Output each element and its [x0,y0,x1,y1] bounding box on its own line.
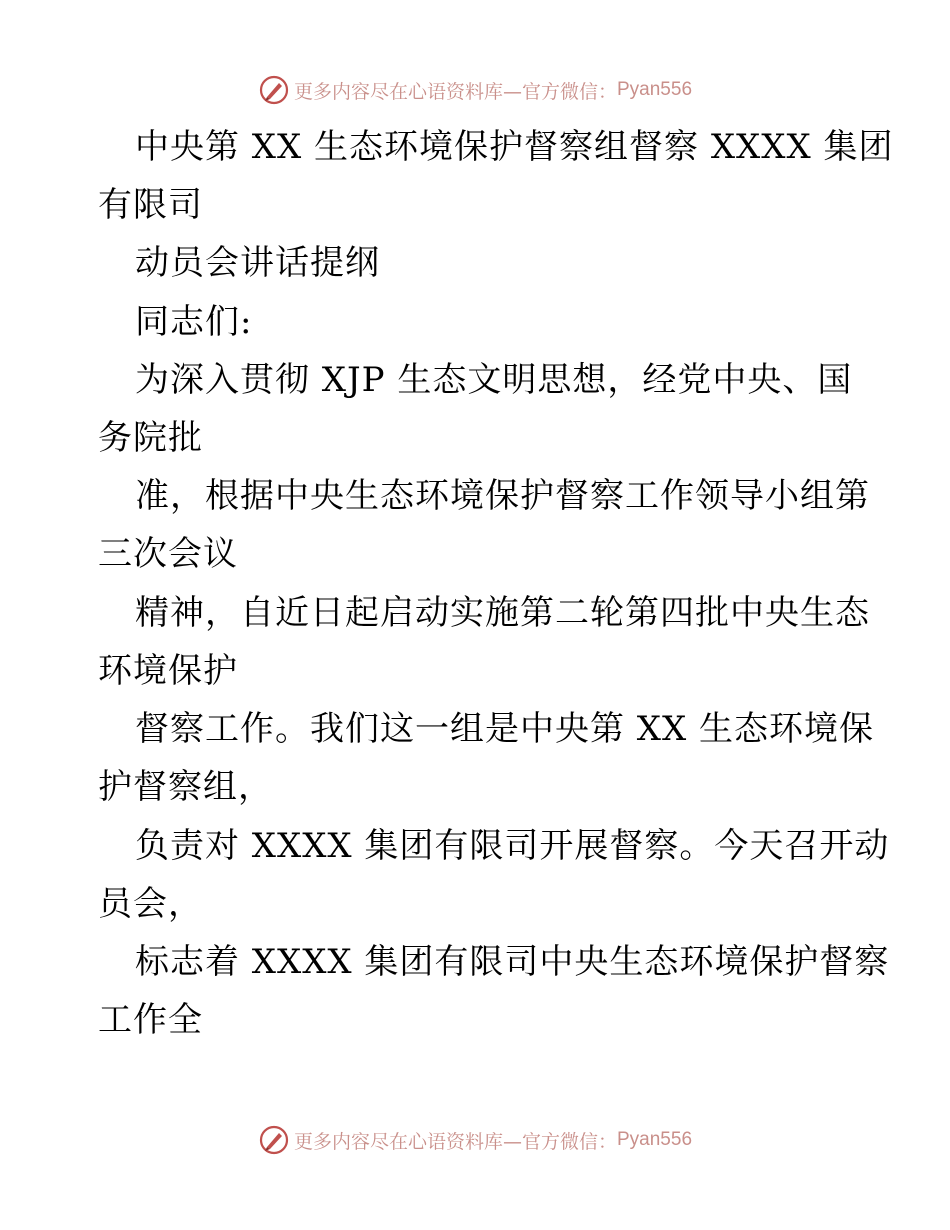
document-line: 动员会讲话提纲 [135,243,380,283]
document-line: 务院批 [98,418,203,458]
footer-banner [0,1120,950,1160]
document-line: 工作全 [98,1000,203,1040]
document-line: 为深入贯彻 XJP 生态文明思想，经党中央、国 [135,360,853,400]
banner-text: 更多内容尽在心语资料库—官方微信： [293,1130,617,1153]
document-line: 精神，自近日起启动实施第二轮第四批中央生态 [135,593,870,633]
header-banner [0,70,950,110]
document-line: 员会， [98,884,203,924]
document-line: 中央第 XX 生态环境保护督察组督察 XXXX 集团 [135,127,894,167]
document-line: 准，根据中央生态环境保护督察工作领导小组第 [135,476,870,516]
document-line: 有限司 [98,185,203,225]
document-line: 三次会议 [98,534,238,574]
document-line: 标志着 XXXX 集团有限司中央生态环境保护督察 [135,942,890,982]
document-line: 护督察组， [98,767,273,807]
banner-wechat-handle: Pyan556 [617,79,693,100]
document-line: 同志们: [135,302,253,342]
quill-pen-logo-icon [258,1124,290,1156]
quill-pen-logo-icon [258,74,290,106]
document-line: 环境保护 [98,651,238,691]
banner-wechat-handle: Pyan556 [617,1129,693,1150]
document-line: 督察工作。我们这一组是中央第 XX 生态环境保 [135,709,875,749]
banner-text: 更多内容尽在心语资料库—官方微信： [293,80,617,103]
document-line: 负责对 XXXX 集团有限司开展督察。今天召开动 [135,826,890,866]
